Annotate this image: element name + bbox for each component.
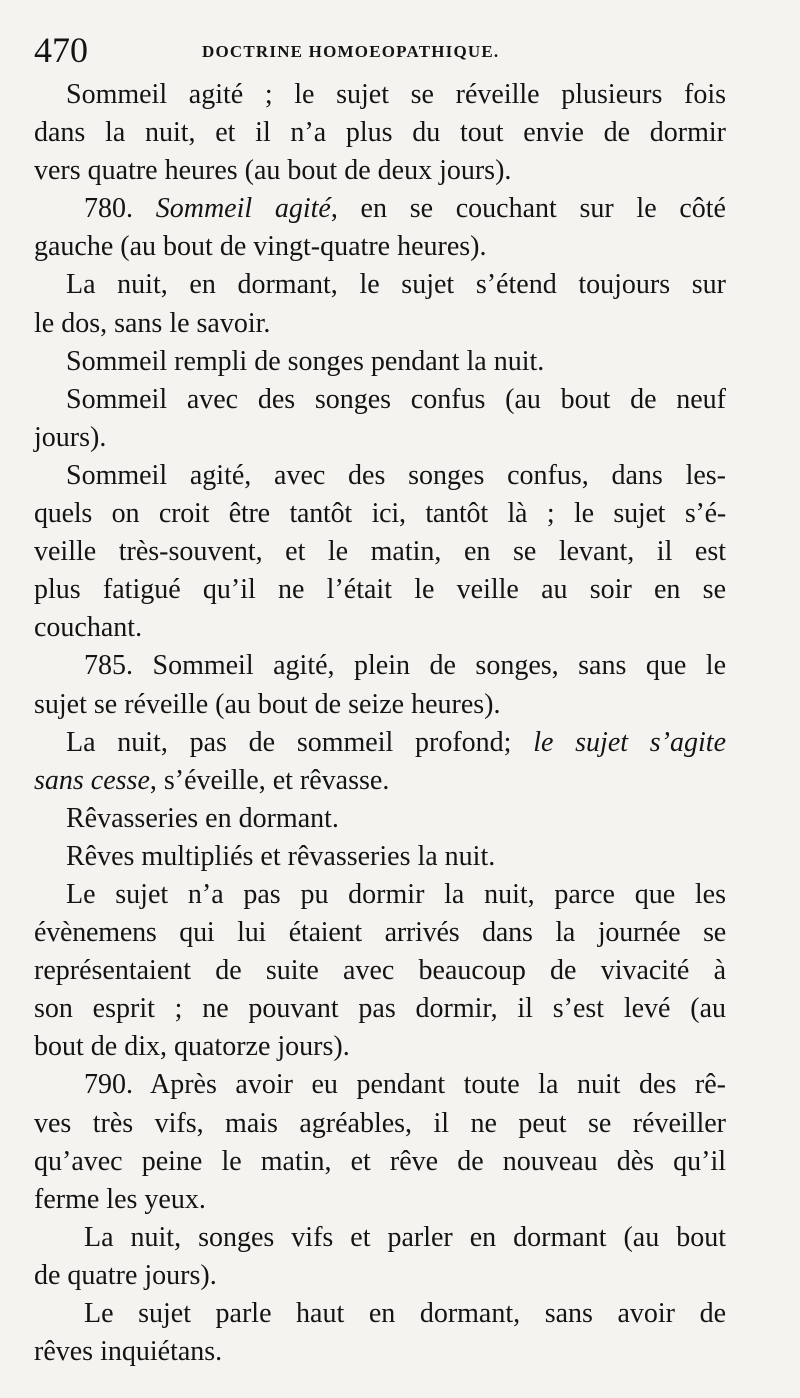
text-line: jours). [34, 421, 107, 453]
text-line: dans la nuit, et il n’a plus du tout envie de dormir [34, 117, 726, 149]
text-line: rêves inquiétans. [34, 1336, 223, 1368]
text-line: 790. Après avoir eu pendant toute la nuit des rê- [84, 1069, 726, 1101]
italic-segment: le sujet s’agite [533, 726, 726, 758]
text-line: de quatre jours). [34, 1259, 217, 1291]
text-segment: , s’éveille, et rêvasse. [149, 764, 390, 796]
text-line: Rêves multipliés et rêvasseries la nuit. [66, 840, 496, 872]
text-line: plus fatigué qu’il ne l’était le veille au soir en se [34, 574, 726, 606]
text-segment: , en se couchant sur le côté [330, 193, 726, 225]
text-line: Le sujet n’a pas pu dormir la nuit, parce que les [66, 878, 726, 910]
text-line: ferme les yeux. [34, 1183, 206, 1215]
text-segment: 780. [84, 193, 156, 225]
text-line [34, 190, 726, 228]
running-head: DOCTRINE HOMOEOPATHIQUE. [202, 42, 500, 61]
text-line: qu’avec peine le matin, et rêve de nouveau dès qu’il [34, 1145, 726, 1177]
text-line: Sommeil agité, avec des songes confus, dans les- [66, 459, 726, 491]
text-line: Sommeil avec des songes confus (au bout de neuf [66, 383, 726, 415]
text-line: bout de dix, quatorze jours). [34, 1031, 350, 1063]
text-line: évènemens qui lui étaient arrivés dans la journée se [34, 917, 726, 949]
text-line: Sommeil rempli de songes pendant la nuit. [66, 345, 545, 377]
italic-segment: Sommeil agité [155, 193, 331, 225]
text-line: couchant. [34, 612, 143, 644]
text-segment: La nuit, pas de sommeil profond; [66, 726, 534, 758]
page-header [34, 28, 764, 78]
text-line: représentaient de suite avec beaucoup de vivacité à [34, 955, 726, 987]
text-line: 785. Sommeil agité, plein de songes, sans que le [84, 650, 726, 682]
text-line: Sommeil agité ; le sujet se réveille plusieurs fois [66, 79, 726, 110]
text-line: La nuit, songes vifs et parler en dormant (au bout [84, 1221, 726, 1253]
text-line: La nuit, en dormant, le sujet s’étend toujours sur [66, 269, 726, 301]
text-line: sujet se réveille (au bout de seize heures). [34, 688, 501, 720]
text-line: ves très vifs, mais agréables, il ne peut se réveiller [34, 1107, 726, 1139]
text-line: Le sujet parle haut en dormant, sans avoir de [84, 1298, 726, 1329]
text-line: quels on croit être tantôt ici, tantôt là ; le sujet s’é- [34, 498, 726, 530]
text-line [34, 762, 726, 800]
text-line: Rêvasseries en dormant. [66, 802, 339, 834]
text-line [34, 724, 726, 762]
body-text [34, 76, 726, 1371]
text-line: son esprit ; ne pouvant pas dormir, il s’est levé (au [34, 993, 726, 1025]
text-line: vers quatre heures (au bout de deux jours). [34, 155, 512, 187]
text-line: gauche (au bout de vingt-quatre heures). [34, 231, 487, 263]
text-line: veille très-souvent, et le matin, en se levant, il est [34, 536, 726, 568]
italic-segment: sans cesse [34, 764, 150, 796]
page-number: 470 [34, 30, 88, 70]
text-line: le dos, sans le savoir. [34, 307, 271, 339]
